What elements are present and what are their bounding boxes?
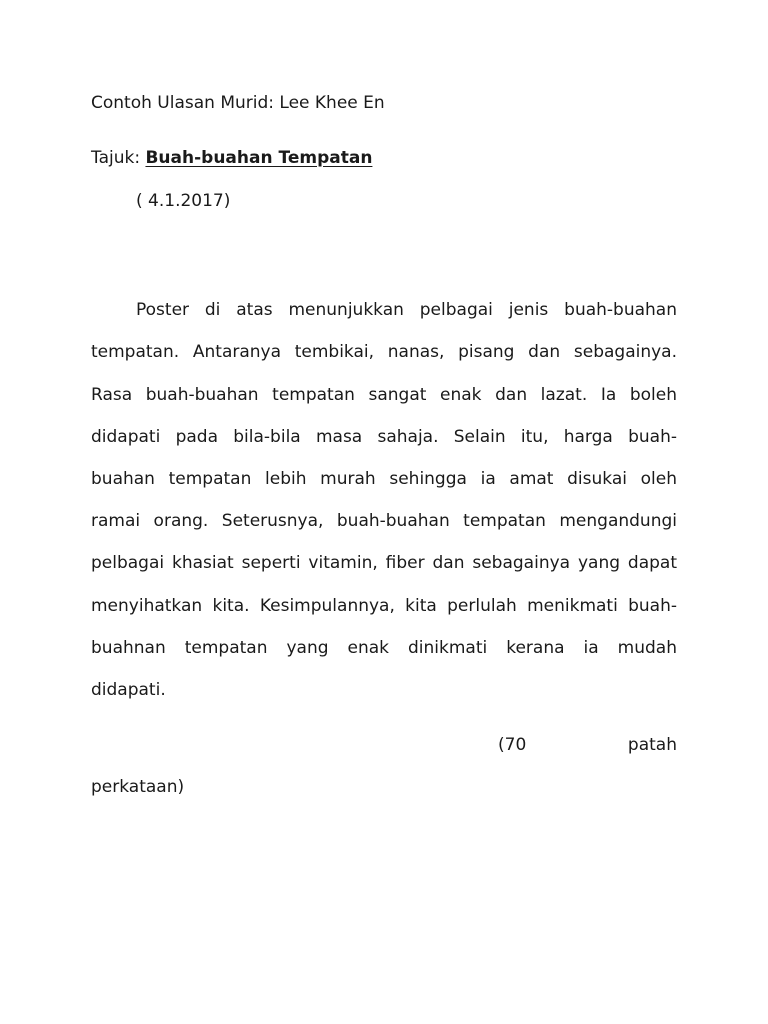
body-line-1: Poster di atas menunjukkan pelbagai jenis buah-buahan [136,300,677,320]
body-line-7: pelbagai khasiat seperti vitamin, fiber dan sebagainya yang dapat [91,553,677,573]
body-line-6: ramai orang. Seterusnya, buah-buahan tempatan mengandungi [91,511,677,531]
body-line-9: buahnan tempatan yang enak dinikmati kerana ia mudah [91,638,677,658]
body-line-8: menyihatkan kita. Kesimpulannya, kita perlulah menikmati buah- [91,596,677,616]
date-line: ( 4.1.2017) [136,191,231,211]
title-text: Buah-buahan Tempatan [145,148,373,168]
title-prefix: Tajuk: [91,148,146,168]
body-line-4: didapati pada bila-bila masa sahaja. Selain itu, harga buah- [91,427,677,447]
body-line-10: didapati. [91,680,166,700]
document-heading: Contoh Ulasan Murid: Lee Khee En [91,93,385,113]
word-count-line-2: perkataan) [91,777,185,797]
word-count-line-1: (70 patah [498,735,677,755]
title-line [91,148,372,168]
body-line-5: buahan tempatan lebih murah sehingga ia amat disukai oleh [91,469,677,489]
body-line-2: tempatan. Antaranya tembikai, nanas, pisang dan sebagainya. [91,342,677,362]
body-line-3: Rasa buah-buahan tempatan sangat enak dan lazat. Ia boleh [91,385,677,405]
